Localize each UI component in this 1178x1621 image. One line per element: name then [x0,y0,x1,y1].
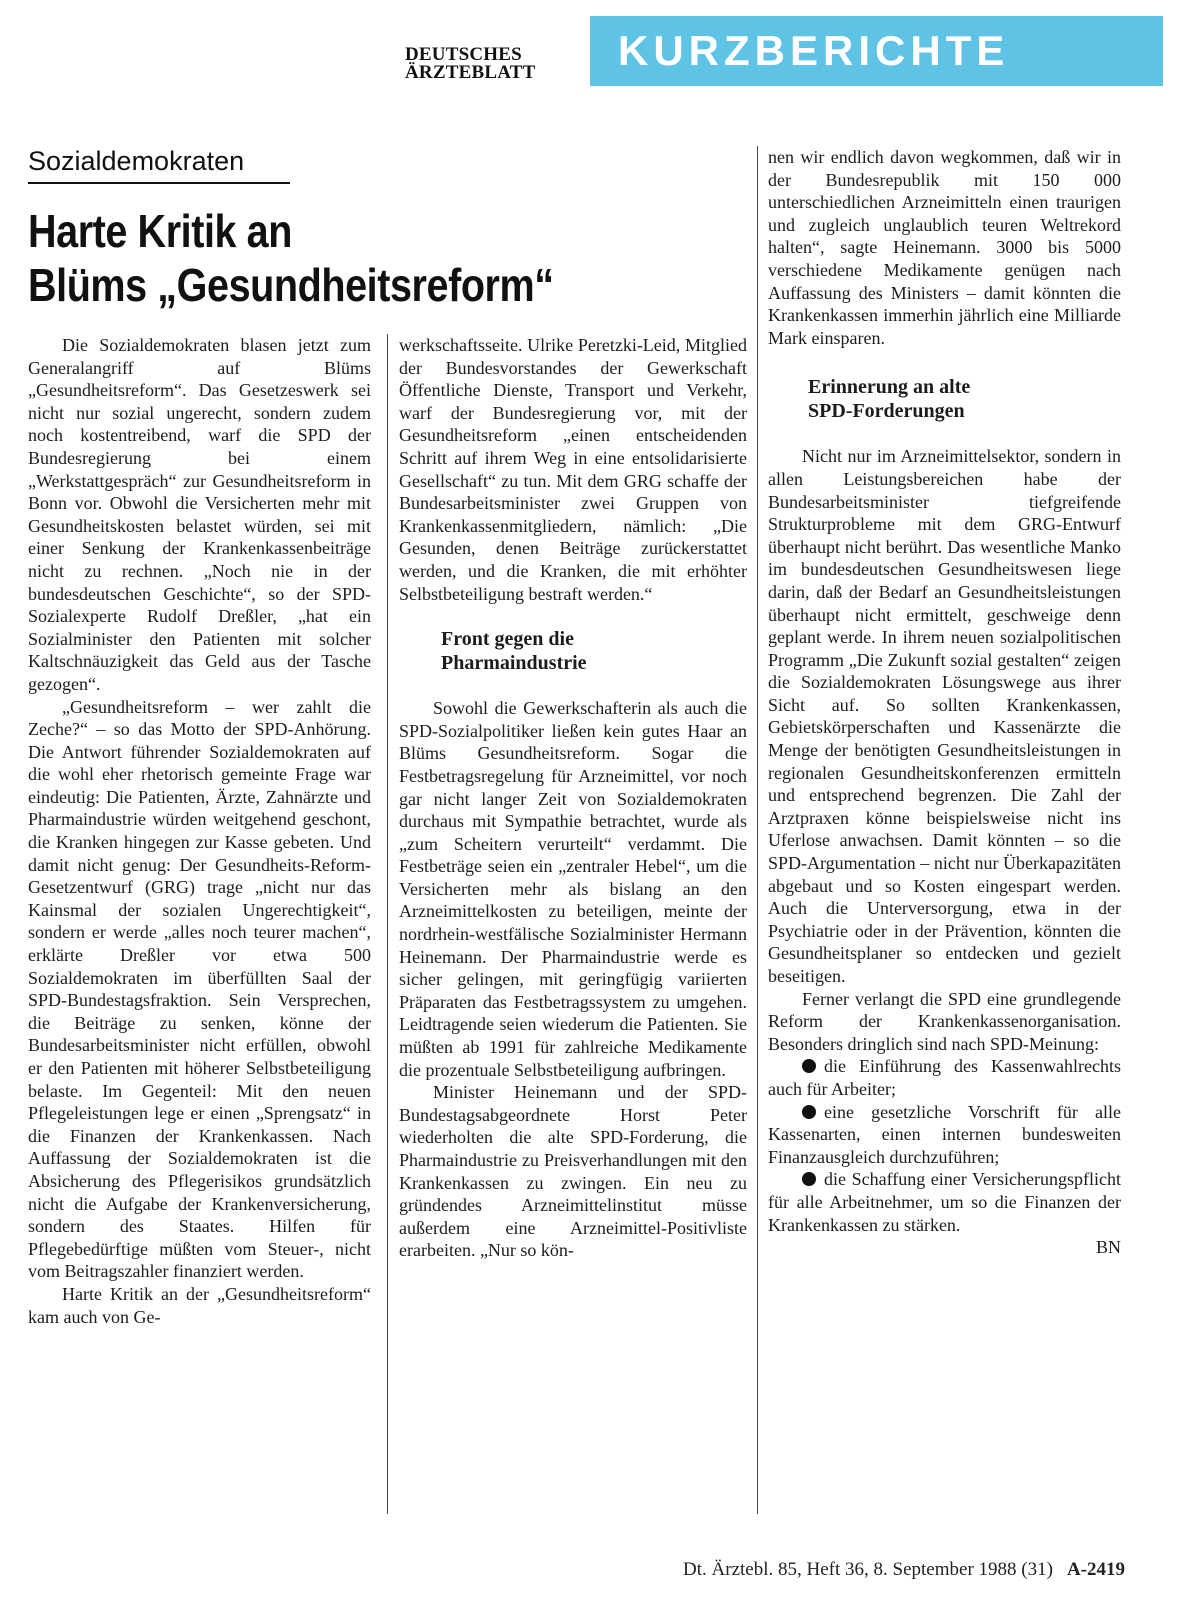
column-divider-2 [757,146,758,1514]
paragraph: Nicht nur im Arzneimittelsektor, sondern in allen Leistungsbereichen habe der Bundesarbeitsminister tiefgreifende Strukturprobleme mit dem GRG-Entwurf überhaupt nicht berührt. Das wesentliche Manko im bundesdeutschen Gesundheitswesen liege darin, daß der Bedarf an Gesundheitsleistungen überhaupt nicht ermittelt, geschweige denn geplant werde. In ihrem neuen sozialpolitischen Programm „Die Zukunft sozial gestalten“ zeigen die Sozialdemokraten Lösungswege aus ihrer Sicht auf. So sollten Krankenkassen, Gebietskörperschaften und Kassenärzte die Menge der benötigten Gesundheitsleistungen in regionalen Gesundheitskonferenzen ermitteln und entsprechend begrenzen. Die Zahl der Arztpraxen könne beispielsweise nicht ins Uferlose anwachsen. Damit könnten – so die SPD-Argumentation – nicht nur Überkapazitäten abgebaut und so Kosten eingespart werden. Auch die Unterversorgung, etwa in der Psychiatrie oder in der Prävention, könnten die Gesundheitsplaner so entdecken und gezielt beseitigen. [768,446,1121,986]
paragraph: Sowohl die Gewerkschafterin als auch die SPD-Sozialpolitiker ließen kein gutes Haar an Blüms Gesundheitsreform. Sogar die Festbetragsregelung für Arzneimittel, vor noch gar nicht langer Zeit von Sozialdemokraten durchaus mit Sympathie betrachtet, wurde als „zum Scheitern verurteilt“ verdammt. Die Festbeträge seien ein „zentraler Hebel“, um die Versicherten mehr als bislang an den Arzneimittelkosten zu beteiligen, meinte der nordrhein-westfälische Sozialminister Hermann Heinemann. Der Pharmaindustrie werde es sicher gelingen, mit geringfügig variierten Präparaten das Festbetragssystem zu umgehen. Leidtragende seien wiederum die Patienten. Sie müßten ab 1991 für zahlreiche Medikamente die prozentuale Selbstbeteiligung aufbringen. [399,698,747,1080]
headline-line-2: Blüms „Gesundheitsreform“ [28,259,554,311]
bullet-dot-icon [802,1105,816,1119]
subheading [768,375,1121,423]
bullet-text: die Einführung des Kassenwahlrechts auch für Arbeiter; [768,1056,1121,1099]
paragraph: nen wir endlich davon wegkommen, daß wir in der Bundesrepublik mit 150 000 unterschiedlichen Arzneimitteln einen traurigen und zugleich unglaublich teuren Weltrekord halten“, sagte Heinemann. 3000 bis 5000 verschiedene Medikamente genügen nach Auffassung des Ministers – damit könnten die Krankenkassen immerhin jährlich eine Milliarde Mark einsparen. [768,147,1121,348]
page-number: A-2419 [1066,1559,1125,1580]
article-column-2 [399,334,747,1262]
bullet-item [768,1168,1121,1236]
author-signature: BN [1095,1237,1121,1258]
citation: Dt. Ärztebl. 85, Heft 36, 8. September 1988 (31) [683,1559,1053,1580]
subheading [399,627,747,675]
rubric-underline [28,182,290,184]
article-headline [28,204,647,312]
bullet-dot-icon [802,1172,816,1186]
bullet-item [768,1101,1121,1169]
bullet-item [768,1055,1121,1100]
headline-line-1: Harte Kritik an [28,205,292,257]
masthead-line-2: ÄRZTEBLATT [405,62,536,83]
paragraph: „Gesundheitsreform – wer zahlt die Zeche?“ – so das Motto der SPD-Anhörung. Die Antwort führender Sozialdemokraten auf die wohl eher rhetorisch gemeinte Frage war eindeutig: Die Patienten, Ärzte, Zahnärzte und Pharmaindustrie würden weitgehend geschont, die Kranken hingegen zur Kasse gebeten. Und damit nicht genug: Der Gesundheits-Reform-Gesetzentwurf (GRG) trage „nicht nur das Kainsmal der sozialen Ungerechtigkeit“, sondern er werde „alles noch teurer machen“, erklärte Dreßler vor etwa 500 Sozialdemokraten im überfüllten Saal der SPD-Bundestagsfraktion. Sein Versprechen, die Beiträge zu senken, könne der Bundesarbeitsminister nicht erfüllen, obwohl er den Patienten mit höherer Selbstbeteiligung belaste. Im Gegenteil: Mit den neuen Pflegeleistungen lege er einen „Sprengsatz“ in die Finanzen der Krankenkassen. Nach Auffassung der Sozialdemokraten ist die Absicherung des Pflegerisikos grundsätzlich nicht die Aufgabe der Krankenversicherung, sondern des Staates. Hilfen für Pflegebedürftige müßten vom Steuer-, nicht vom Beitragszahler finanziert werden. [28,696,371,1282]
bullet-text: die Schaffung einer Versicherungspflicht für alle Arbeitnehmer, um so die Finanzen der Krankenkassen zu stärken. [768,1169,1121,1235]
subheading-line-2: Pharmaindustrie [441,652,587,675]
masthead-line-1: DEUTSCHES [405,44,522,65]
subheading-line-1: Front gegen die [441,628,574,651]
article-column-3 [768,146,1121,1259]
subheading-line-1: Erinnerung an alte [808,376,971,399]
subheading-line-2: SPD-Forderungen [808,400,965,423]
column-divider-1 [387,334,388,1514]
bullet-dot-icon [802,1059,816,1073]
bullet-text: eine gesetzliche Vorschrift für alle Kassenarten, einen internen bundesweiten Finanzausgleich durchzuführen; [768,1101,1121,1167]
paragraph: Ferner verlangt die SPD eine grundlegende Reform der Krankenkassenorganisation. Besonders dringlich sind nach SPD-Meinung: [768,988,1121,1054]
paragraph: Die Sozialdemokraten blasen jetzt zum Generalangriff auf Blüms „Gesundheitsreform“. Das Gesetzeswerk sei nicht nur sozial ungerecht, sondern zudem noch kostentreibend, warf die SPD der Bundesregierung bei einem „Werkstattgespräch“ zur Gesundheitsreform in Bonn vor. Obwohl die Versicherten mehr mit Gesundheitskosten belastet würden, sei mit einer Senkung der Krankenkassenbeiträge nicht zu rechnen. „Noch nie in der bundesdeutschen Geschichte“, so der SPD-Sozialexperte Rudolf Dreßler, „hat ein Sozialminister den Patienten mit solcher Kaltschnäuzigkeit das Geld aus der Tasche gezogen“. [28,335,371,694]
paragraph: Minister Heinemann und der SPD-Bundestagsabgeordnete Horst Peter wiederholten die alte SPD-Forderung, die Pharmaindustrie zu Preisverhandlungen mit den Krankenkassen zu zwingen. Ein neu zu gründendes Arzneimittelinstitut müsse außerdem eine Arzneimittel-Positivliste erarbeiten. „Nur so kön- [399,1082,747,1261]
page-footer [570,1558,1125,1582]
masthead-logo [405,46,535,82]
article-column-1 [28,334,371,1328]
rubric-label: Sozialdemokraten [28,146,245,176]
paragraph: werkschaftsseite. Ulrike Peretzki-Leid, Mitglied der Bundesvorstandes der Gewerkschaft Öffentliche Dienste, Transport und Verkehr, warf der Bundesregierung vor, mit der Gesundheitsreform „einen entscheidenden Schritt auf ihrem Weg in eine entsolidarisierte Gesellschaft“ zu tun. Mit dem GRG schaffe der Bundesarbeitsminister zwei Gruppen von Krankenkassenmitgliedern, nämlich: „Die Gesunden, denen Beiträge zurückerstattet werden, und die Kranken, die mit erhöhter Selbstbeteiligung bestraft werden.“ [399,335,747,604]
paragraph: Harte Kritik an der „Gesundheitsreform“ kam auch von Ge- [28,1283,371,1327]
section-banner: KURZBERICHTE [590,16,1163,86]
